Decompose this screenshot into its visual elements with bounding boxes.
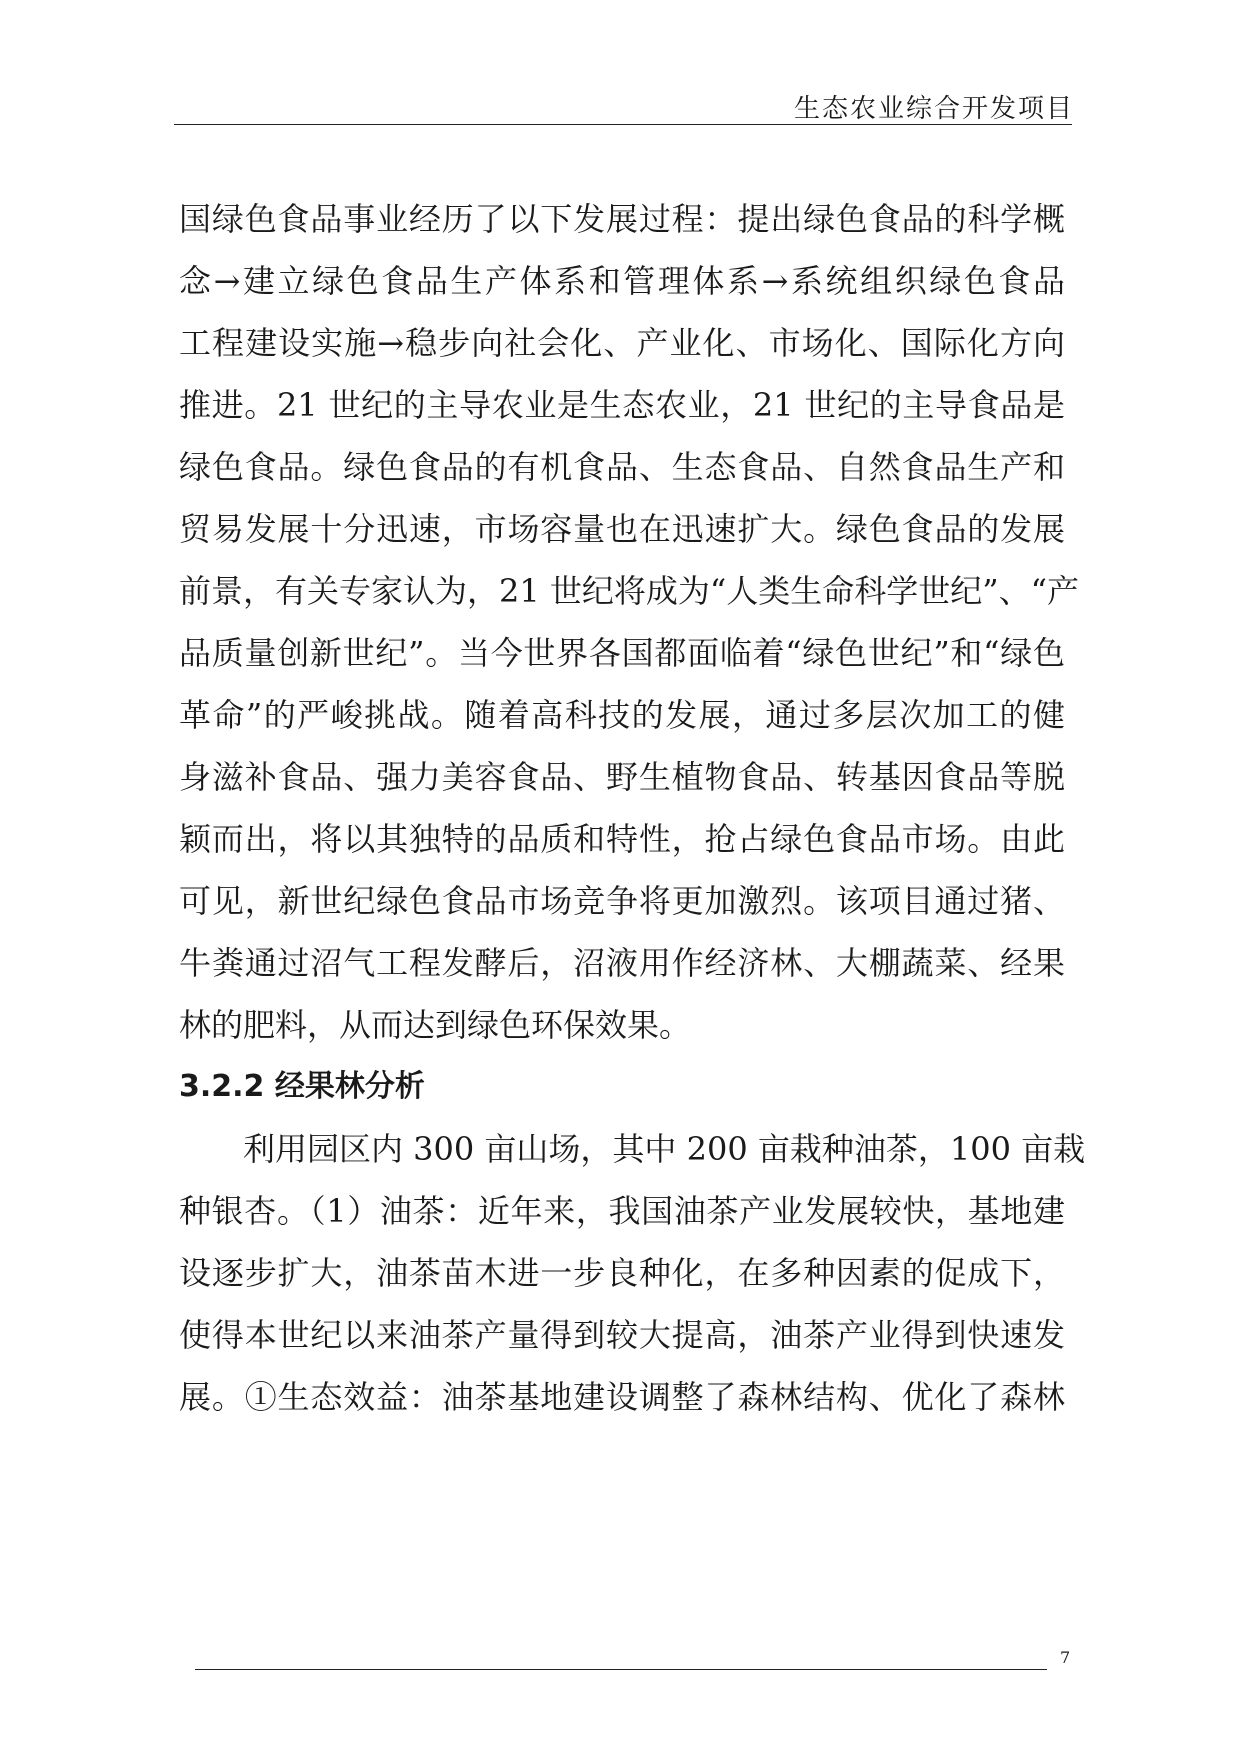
section-heading: 3.2.2 经果林分析: [179, 1069, 425, 1104]
body-line: 颖而出，将以其独特的品质和特性，抢占绿色食品市场。由此: [179, 820, 1065, 858]
section-line: 利用园区内 300 亩山场，其中 200 亩栽种油茶，100 亩栽: [243, 1130, 1086, 1168]
section-line: 设逐步扩大，油茶苗木进一步良种化，在多种因素的促成下，: [179, 1254, 1065, 1292]
body-line: 牛粪通过沼气工程发酵后，沼液用作经济林、大棚蔬菜、经果: [179, 944, 1065, 982]
body-line: 国绿色食品事业经历了以下发展过程：提出绿色食品的科学概: [179, 200, 1065, 238]
body-line: 品质量创新世纪”。当今世界各国都面临着“绿色世纪”和“绿色: [179, 634, 1065, 672]
body-line: 工程建设实施→稳步向社会化、产业化、市场化、国际化方向: [179, 324, 1065, 362]
header-rule: [174, 124, 1072, 125]
body-line: 可见，新世纪绿色食品市场竞争将更加激烈。该项目通过猪、: [179, 882, 1065, 920]
body-line: 前景，有关专家认为，21 世纪将成为“人类生命科学世纪”、“产: [179, 572, 1079, 610]
footer-rule: [195, 1669, 1047, 1670]
body-line: 革命”的严峻挑战。随着高科技的发展，通过多层次加工的健: [179, 696, 1065, 734]
body-line: 身滋补食品、强力美容食品、野生植物食品、转基因食品等脱: [179, 758, 1065, 796]
body-line: 林的肥料，从而达到绿色环保效果。: [179, 1006, 692, 1044]
page-number: 7: [1060, 1648, 1071, 1667]
body-line: 绿色食品。绿色食品的有机食品、生态食品、自然食品生产和: [179, 448, 1065, 486]
page-header-title: 生态农业综合开发项目: [793, 94, 1074, 124]
body-line: 贸易发展十分迅速，市场容量也在迅速扩大。绿色食品的发展: [179, 510, 1065, 548]
body-line: 念→建立绿色食品生产体系和管理体系→系统组织绿色食品: [179, 262, 1065, 300]
section-line: 种银杏。（1）油茶：近年来，我国油茶产业发展较快，基地建: [179, 1192, 1065, 1230]
section-line: 展。①生态效益：油茶基地建设调整了森林结构、优化了森林: [179, 1378, 1065, 1416]
body-line: 推进。21 世纪的主导农业是生态农业，21 世纪的主导食品是: [179, 386, 1065, 424]
section-line: 使得本世纪以来油茶产量得到较大提高，油茶产业得到快速发: [179, 1316, 1065, 1354]
